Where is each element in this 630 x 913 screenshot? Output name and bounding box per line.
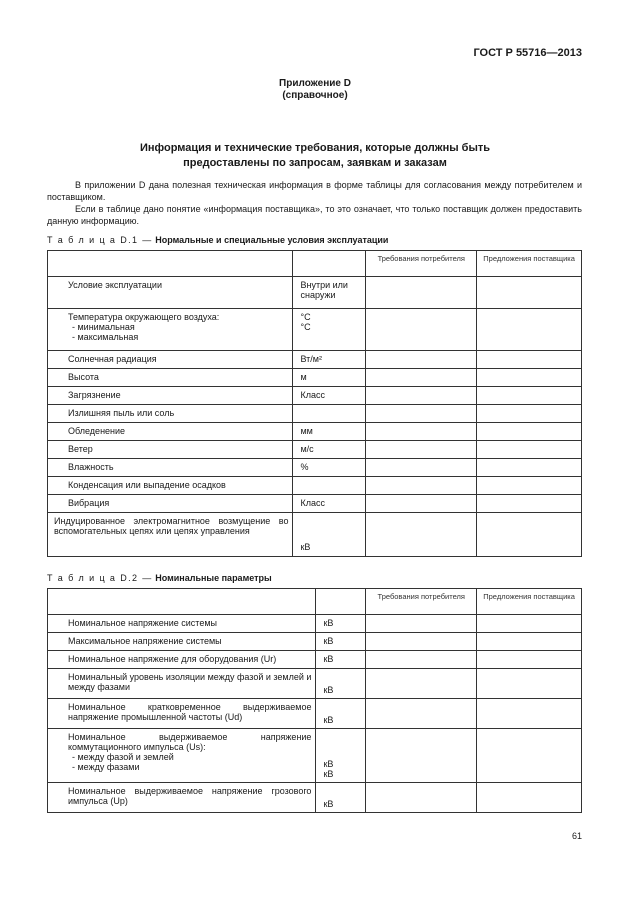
table-cell-unit: кВ [316,651,366,669]
table-cell-unit: Класс [293,387,366,405]
table-cell [477,495,582,513]
table-cell-unit [293,477,366,495]
table-cell-param: Солнечная радиация [48,351,293,369]
table-cell-unit: Класс [293,495,366,513]
table-row [48,423,582,441]
standard-number: ГОСТ Р 55716—2013 [473,47,582,59]
table-cell-unit: кВ [293,513,366,557]
param-line: Номинальное выдерживаемое напряжение коммутационного импульса (Us): [68,732,312,752]
table1-header-row [48,251,582,277]
table-cell [366,405,477,423]
table-cell-param: Номинальный уровень изоляции между фазой и землей и между фазами [48,669,316,699]
table-cell-param: Индуцированное электромагнитное возмущение во вспомогательных цепях или цепях управления [48,513,293,557]
table-row [48,351,582,369]
unit-line: °C [300,322,311,332]
table-cell-unit: кВ [316,633,366,651]
table-row [48,783,582,813]
table-cell-unit: кВ [316,615,366,633]
table-cell [366,423,477,441]
table-cell [366,669,477,699]
table-cell [477,699,582,729]
table-cell [477,651,582,669]
table-cell [366,699,477,729]
table-cell [293,251,366,277]
table-row [48,495,582,513]
table-cell [477,351,582,369]
table-row [48,441,582,459]
table-row [48,729,582,783]
table-cell-param: Номинальное кратковременное выдерживаемое напряжение промышленной частоты (Ud) [48,699,316,729]
table1-header-offers: Предложения поставщика [477,251,582,277]
table1-caption-prefix: Т а б л и ц а D.1 — [47,235,153,245]
table2-caption-title: Номинальные параметры [155,573,272,583]
appendix-title: Приложение D [279,78,351,89]
table-cell-param: Условие эксплуатации [48,277,293,309]
table-cell [366,783,477,813]
table-cell-param: Максимальное напряжение системы [48,633,316,651]
table-cell-unit [293,405,366,423]
param-line: - между фазой и землей [72,752,174,762]
table-cell [366,387,477,405]
table-cell [477,459,582,477]
table-row [48,615,582,633]
table1-caption [47,235,388,245]
table-cell-param: Номинальное выдерживаемое напряжение грозового импульса (Up) [48,783,316,813]
table2-header-offers: Предложения поставщика [477,589,582,615]
table-cell-param: Номинальное напряжение системы [48,615,316,633]
table-cell [477,405,582,423]
table-cell [366,651,477,669]
section-heading [0,141,630,171]
table-cell-param [48,309,293,351]
table-cell-param: Влажность [48,459,293,477]
param-line: Температура окружающего воздуха: [68,312,220,322]
table-row [48,633,582,651]
table-cell [477,369,582,387]
param-line: - между фазами [72,762,140,772]
appendix-heading [0,78,630,102]
table-row [48,369,582,387]
table-row [48,477,582,495]
table-cell-unit: Внутри или снаружи [293,277,366,309]
table-row [48,277,582,309]
table-cell [366,513,477,557]
table-d2 [47,588,582,813]
paragraph-2: Если в таблице дано понятие «информация поставщика», то это означает, что только поставщик должен предоставить данную информацию. [47,204,582,226]
table-d1 [47,250,582,557]
table-row [48,387,582,405]
table-cell [366,277,477,309]
table-cell-unit: мм [293,423,366,441]
table-cell-param: Ветер [48,441,293,459]
table-cell [366,441,477,459]
param-line: - максимальная [72,332,139,342]
table-cell [366,369,477,387]
table-cell [366,477,477,495]
unit-line: кВ [323,759,334,769]
table-row [48,651,582,669]
section-heading-line-2: предоставлены по запросам, заявкам и заказам [183,157,447,169]
table-cell [477,513,582,557]
table-row [48,699,582,729]
paragraph-1: В приложении D дана полезная техническая информация в форме таблицы для согласования между потребителем и поставщиком. [47,180,582,202]
table-cell-unit: кВ [316,669,366,699]
unit-line: °C [300,312,311,322]
table-cell-param: Номинальное напряжение для оборудования (Ur) [48,651,316,669]
table-cell [366,351,477,369]
table-row [48,669,582,699]
table-cell [477,783,582,813]
appendix-subtitle: (справочное) [282,90,348,101]
table2-header-requirements: Требования потребителя [366,589,477,615]
table-cell-param: Вибрация [48,495,293,513]
table-cell [366,615,477,633]
table1-header-requirements: Требования потребителя [366,251,477,277]
page-number: 61 [571,831,582,841]
table-cell [477,633,582,651]
table-row [48,309,582,351]
table-cell [477,387,582,405]
table-cell [477,277,582,309]
table-cell-unit: кВ [316,783,366,813]
table2-caption-prefix: Т а б л и ц а D.2 — [47,573,153,583]
table-cell [477,477,582,495]
table-cell-unit: м/с [293,441,366,459]
table-cell [366,729,477,783]
table-cell-param [48,729,316,783]
param-line: - минимальная [72,322,135,332]
table-cell-unit [316,729,366,783]
table1-caption-title: Нормальные и специальные условия эксплуатации [155,235,389,245]
table-cell [366,309,477,351]
table-cell [477,729,582,783]
table-cell-unit: % [293,459,366,477]
table2-header-row [48,589,582,615]
table-cell [48,589,316,615]
table-cell [477,669,582,699]
table-cell [366,459,477,477]
table-cell-param: Обледенение [48,423,293,441]
table-cell-unit: Вт/м² [293,351,366,369]
table-row [48,513,582,557]
table-row [48,405,582,423]
table-cell-unit: м [293,369,366,387]
table-cell [477,423,582,441]
table-cell-param: Высота [48,369,293,387]
table-cell-unit [293,309,366,351]
table2-caption [47,573,272,583]
table-cell-param: Конденсация или выпадение осадков [48,477,293,495]
table-cell [477,441,582,459]
unit-line: кВ [323,769,334,779]
table-cell [477,309,582,351]
section-heading-line-1: Информация и технические требования, которые должны быть [139,142,491,154]
table-row [48,459,582,477]
table-cell-param: Излишняя пыль или соль [48,405,293,423]
table-cell [316,589,366,615]
table-cell [477,615,582,633]
table-cell-unit: кВ [316,699,366,729]
table-cell [366,495,477,513]
table-cell [366,633,477,651]
table-cell-param: Загрязнение [48,387,293,405]
table-cell [48,251,293,277]
